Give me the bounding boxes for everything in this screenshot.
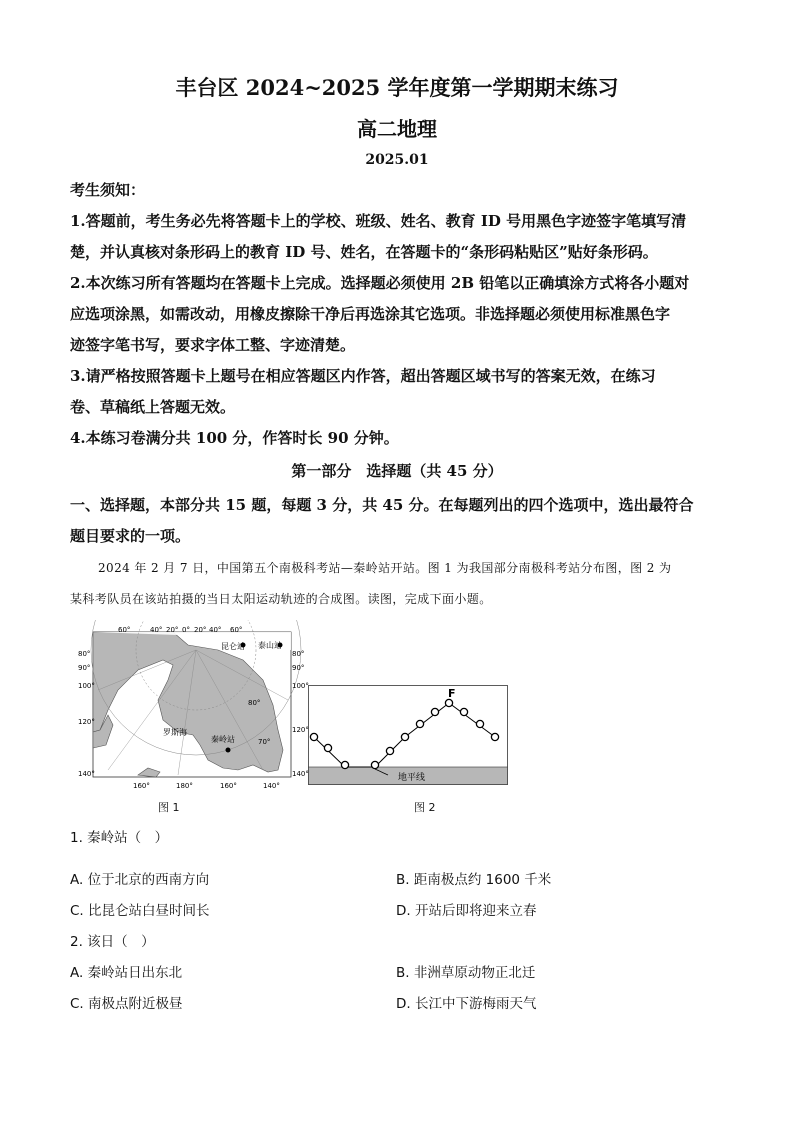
figure2-sun-path (308, 685, 508, 785)
instruction-line: 题目要求的一项。 (70, 527, 191, 545)
lon-tick: 0° (182, 626, 190, 634)
section-title: 第一部分 选择题（共 45 分） (291, 462, 503, 480)
question-2-option-d[interactable]: D. 长江中下游梅雨天气 (396, 996, 537, 1012)
lon-tick: 40° (209, 626, 222, 634)
lat-tick: 120° (292, 726, 309, 734)
horizon-label: 地平线 (398, 773, 426, 783)
lat-tick: 80° (248, 699, 261, 707)
lon-tick: 60° (118, 626, 131, 634)
lat-tick: 70° (258, 738, 271, 746)
notes-line: 1.答题前，考生务必先将答题卡上的学校、班级、姓名、教育 ID 号用黑色字迹签字笔填写清 (70, 212, 687, 230)
lon-tick: 20° (166, 626, 179, 634)
lon-tick: 180° (176, 782, 193, 790)
ross-sea-label: 罗斯海 (163, 728, 187, 737)
exam-date: 2025.01 (365, 152, 429, 168)
lon-tick: 160° (133, 782, 150, 790)
kunlun-station-label: 昆仑站 (221, 642, 245, 651)
question-1-option-c[interactable]: C. 比昆仑站白昼时间长 (70, 903, 210, 919)
qinling-station-marker (226, 748, 231, 753)
lat-tick: 140° (78, 770, 95, 778)
question-1-option-b[interactable]: B. 距南极点约 1600 千米 (396, 872, 552, 888)
lat-tick: 90° (292, 664, 305, 672)
lon-tick: 140° (263, 782, 280, 790)
question-1-stem: 1. 秦岭站（ ） (70, 830, 169, 846)
question-stem (70, 553, 730, 615)
notes-line: 2.本次练习所有答题均在答题卡上完成。选择题必须使用 2B 铅笔以正确填涂方式将各小题对 (70, 274, 690, 292)
subject-title: 高二地理 (357, 117, 437, 141)
notes-line: 应选项涂黑，如需改动，用橡皮擦除干净后再选涂其它选项。非选择题必须使用标准黑色字 (70, 305, 671, 323)
question-1-option-a[interactable]: A. 位于北京的西南方向 (70, 872, 210, 888)
notes-line: 迹签字笔书写，要求字体工整、字迹清楚。 (70, 336, 356, 354)
lon-tick: 160° (220, 782, 237, 790)
notes-line: 楚，并认真核对条形码上的教育 ID 号、姓名，在答题卡的“条形码粘贴区”贴好条形码。 (70, 243, 658, 261)
candidate-notes (70, 175, 730, 454)
question-1-option-d[interactable]: D. 开站后即将迎来立春 (396, 903, 537, 919)
qinling-station-label: 秦岭站 (211, 735, 235, 744)
notes-line: 卷、草稿纸上答题无效。 (70, 398, 236, 416)
lat-tick: 90° (78, 664, 91, 672)
point-f-label: F (448, 687, 456, 700)
lon-tick: 60° (230, 626, 243, 634)
lat-tick: 80° (78, 650, 91, 658)
stem-line: 某科考队员在该站拍摄的当日太阳运动轨迹的合成图。读图，完成下面小题。 (70, 592, 492, 606)
figure2-caption: 图 2 (414, 801, 436, 814)
figure1-caption: 图 1 (158, 801, 180, 814)
stem-line: 2024 年 2 月 7 日，中国第五个南极科考站—秦岭站开站。图 1 为我国部分南极科考站分布图，图 2 为 (98, 561, 672, 575)
section-instruction (70, 490, 730, 552)
lat-tick: 80° (292, 650, 305, 658)
question-2-option-c[interactable]: C. 南极点附近极昼 (70, 996, 183, 1012)
lat-tick: 100° (292, 682, 309, 690)
taishan-station-label: 泰山站 (258, 641, 282, 650)
question-2-stem: 2. 该日（ ） (70, 934, 155, 950)
notes-line: 4.本练习卷满分共 100 分，作答时长 90 分钟。 (70, 429, 399, 447)
lat-tick: 120° (78, 718, 95, 726)
instruction-line: 一、选择题，本部分共 15 题，每题 3 分，共 45 分。在每题列出的四个选项中，选出最符合 (70, 496, 694, 514)
notes-line: 3.请严格按照答题卡上题号在相应答题区内作答，超出答题区域书写的答案无效，在练习 (70, 367, 656, 385)
exam-title: 丰台区 2024~2025 学年度第一学期期末练习 (175, 75, 619, 100)
question-2-option-b[interactable]: B. 非洲草原动物正北迁 (396, 965, 536, 981)
lon-tick: 40° (150, 626, 163, 634)
lon-tick: 20° (194, 626, 207, 634)
figure1-antarctic-map (78, 620, 313, 790)
notes-heading: 考生须知： (70, 181, 146, 199)
lat-tick: 100° (78, 682, 95, 690)
question-2-option-a[interactable]: A. 秦岭站日出东北 (70, 965, 183, 981)
lat-tick: 140° (292, 770, 309, 778)
